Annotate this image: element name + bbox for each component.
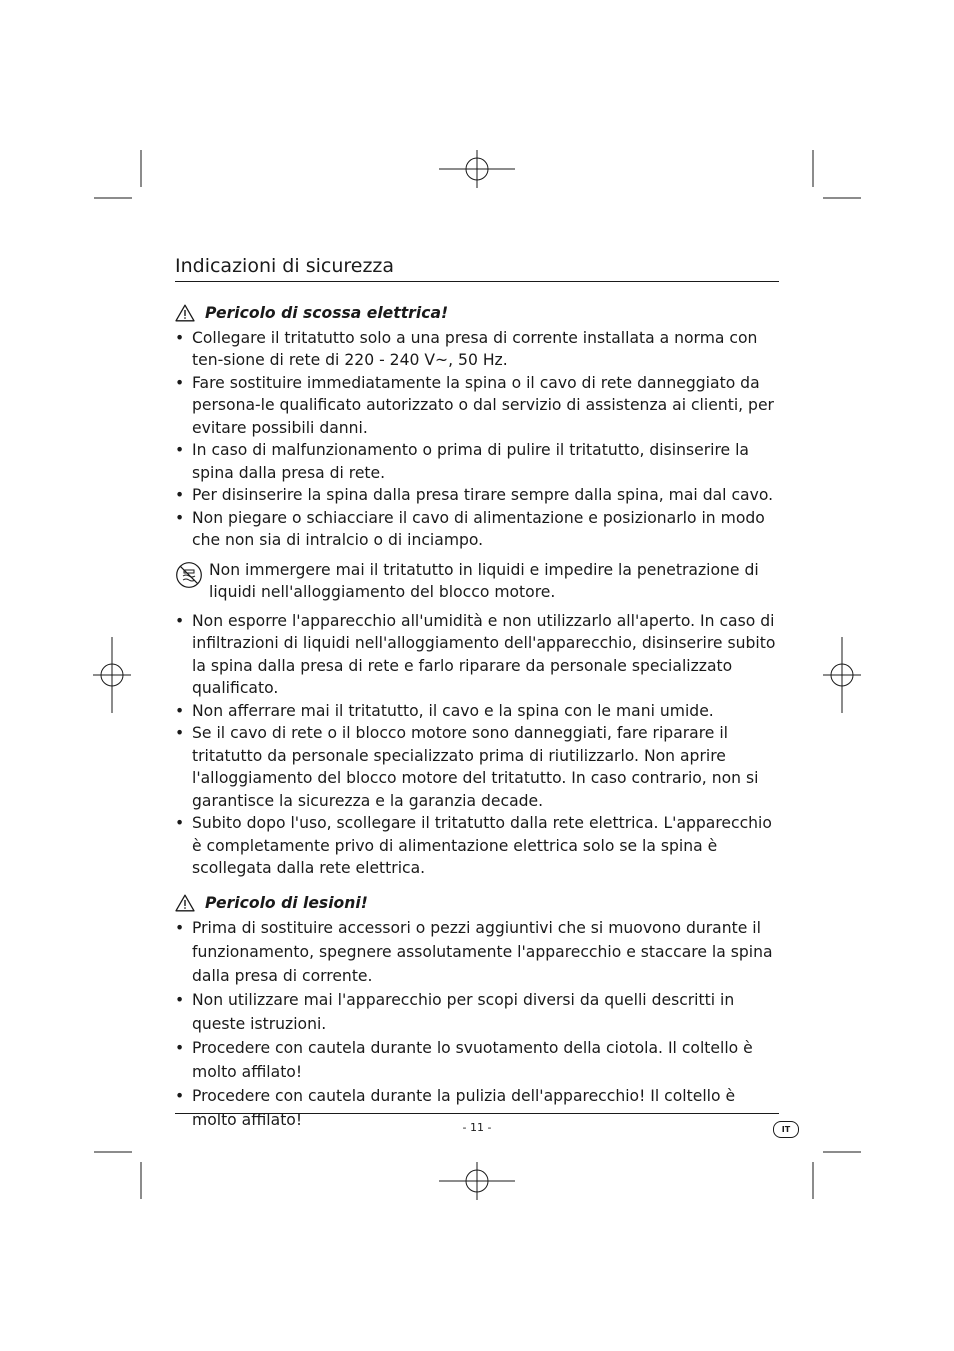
list-item: • Procedere con cautela durante lo svuotamento della ciotola. Il coltello è molto affilato! <box>175 1036 779 1084</box>
list-item: • Collegare il tritatutto solo a una presa di corrente installata a norma con ten-sione di rete di 220 - 240 V~, 50 Hz. <box>175 327 779 372</box>
no-immersion-icon <box>175 561 203 589</box>
language-badge: IT <box>773 1121 799 1138</box>
list-item: • Se il cavo di rete o il blocco motore sono danneggiati, fare riparare il tritatutto da personale specializzato prima di riutilizzarlo. Non aprire l'alloggiamento del blocco motore del tritatutto. In caso contrario, non si garantisce la sicurezza e la garanzia decade. <box>175 722 779 812</box>
section-electric-shock <box>175 302 779 880</box>
bullet-list <box>175 327 779 552</box>
page-content <box>175 302 779 1132</box>
no-immersion-notice <box>175 559 779 604</box>
warning-triangle-icon <box>175 304 195 322</box>
registration-target-left <box>93 637 131 713</box>
bullet-list <box>175 916 779 1132</box>
section-injury <box>175 892 779 1133</box>
list-item: • Non utilizzare mai l'apparecchio per scopi diversi da quelli descritti in queste istruzioni. <box>175 988 779 1036</box>
registration-target-top <box>439 150 515 188</box>
list-item: • Fare sostituire immediatamente la spina o il cavo di rete danneggiato da persona-le qualificato autorizzato o dal servizio di assistenza ai clienti, per evitare possibili danni. <box>175 372 779 440</box>
list-item: • In caso di malfunzionamento o prima di pulire il tritatutto, disinserire la spina dalla presa di rete. <box>175 439 779 484</box>
list-item: • Subito dopo l'uso, scollegare il tritatutto dalla rete elettrica. L'apparecchio è completamente privo di alimentazione elettrica solo se la spina è scollegata dalla rete elettrica. <box>175 812 779 880</box>
list-item: • Non afferrare mai il tritatutto, il cavo e la spina con le mani umide. <box>175 700 779 723</box>
registration-target-bottom <box>439 1162 515 1200</box>
list-item: • Prima di sostituire accessori o pezzi aggiuntivi che si muovono durante il funzionamento, spegnere assolutamente l'apparecchio e staccare la spina dalla presa di corrente. <box>175 916 779 988</box>
notice-text: Non immergere mai il tritatutto in liquidi e impedire la penetrazione di liquidi nell'alloggiamento del blocco motore. <box>209 560 759 601</box>
list-item: • Non esporre l'apparecchio all'umidità e non utilizzarlo all'aperto. In caso di infiltrazioni di liquidi nell'alloggiamento dell'apparecchio, disinserire subito la spina dalla presa di rete e farlo riparare da personale specializzato qualificato. <box>175 610 779 700</box>
section-heading-text: Pericolo di lesioni! <box>205 893 368 912</box>
list-item: • Per disinserire la spina dalla presa tirare sempre dalla spina, mai dal cavo. <box>175 484 779 507</box>
bullet-list <box>175 610 779 880</box>
footer-divider <box>175 1113 779 1114</box>
section-heading-text: Pericolo di scossa elettrica! <box>205 304 449 322</box>
section-heading <box>175 302 779 325</box>
warning-triangle-icon <box>175 894 195 912</box>
page-number: - 11 - <box>462 1121 492 1134</box>
list-item: • Procedere con cautela durante la pulizia dell'apparecchio! Il coltello è molto affilato! <box>175 1084 779 1132</box>
page-title: Indicazioni di sicurezza <box>175 255 779 282</box>
registration-target-right <box>823 637 861 713</box>
section-heading <box>175 892 779 915</box>
list-item: • Non piegare o schiacciare il cavo di alimentazione e posizionarlo in modo che non sia di intralcio o di inciampo. <box>175 507 779 552</box>
